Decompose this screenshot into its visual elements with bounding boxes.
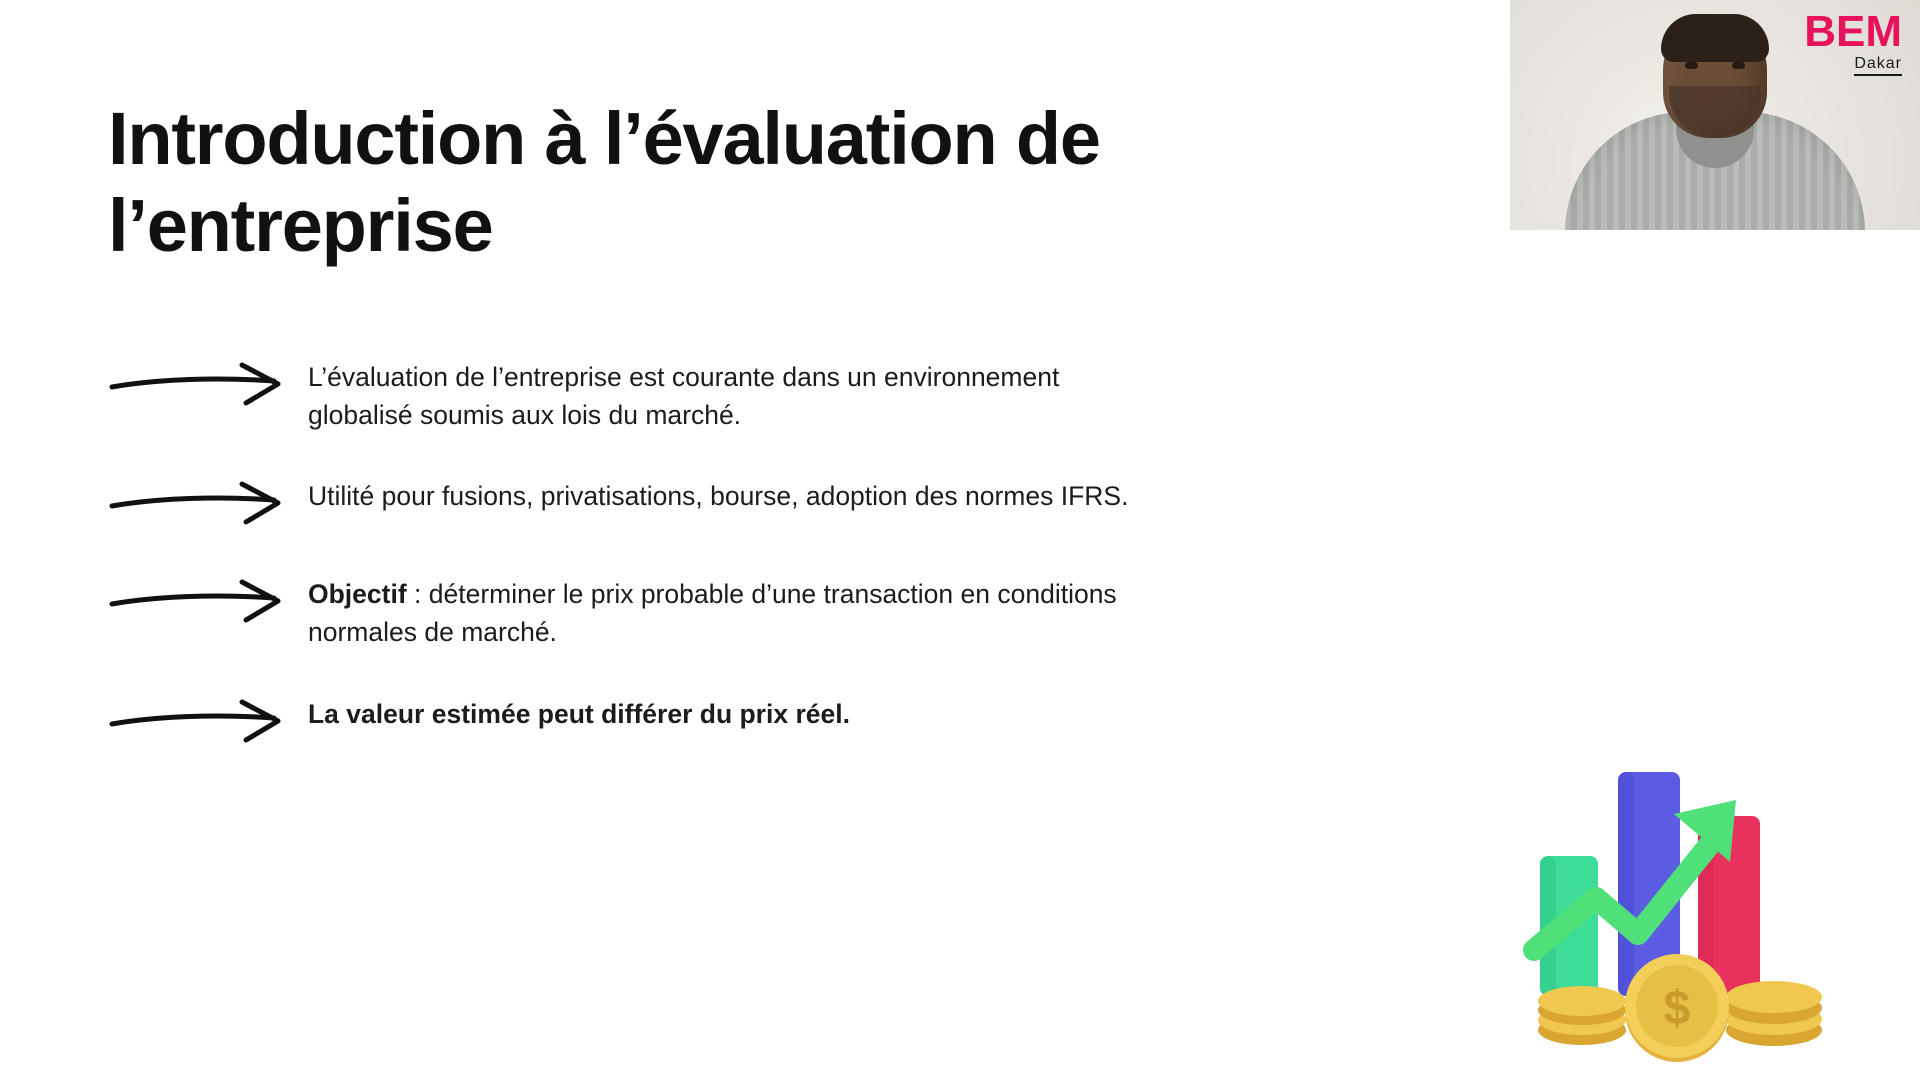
growth-chart-illustration: [1522, 738, 1862, 1068]
arrow-icon: [108, 694, 308, 750]
svg-text:$: $: [1663, 982, 1691, 1035]
bem-dakar-logo: [1804, 7, 1902, 76]
arrow-icon: [108, 574, 308, 630]
list-item-text: [308, 355, 1138, 434]
bullet-list: [108, 355, 1188, 790]
list-item-text: [308, 692, 850, 734]
list-item-body: La valeur estimée peut différer du prix réel.: [308, 698, 850, 729]
list-item-body: : déterminer le prix probable d’une transaction en conditions normales de marché.: [308, 579, 1117, 647]
arrow-icon: [108, 476, 308, 532]
page-title: Introduction à l’évaluation de l’entreprise: [108, 97, 1100, 268]
list-item: [108, 355, 1188, 434]
arrow-icon: [108, 357, 308, 413]
logo-text-dakar: Dakar: [1854, 56, 1902, 76]
list-item: [108, 572, 1188, 651]
presenter-video[interactable]: [1510, 0, 1920, 230]
list-item-body: Utilité pour fusions, privatisations, bourse, adoption des normes IFRS.: [308, 481, 1129, 512]
presenter-eye-left: [1685, 62, 1698, 69]
list-item: [108, 474, 1188, 532]
list-item-lead: Objectif: [308, 579, 407, 610]
presenter-eye-right: [1732, 62, 1745, 69]
list-item: [108, 692, 1188, 750]
list-item-text: [308, 572, 1138, 651]
list-item-body: L’évaluation de l’entreprise est courante dans un environnement globalisé soumis aux lois du marché.: [308, 362, 1060, 430]
presenter-hair: [1661, 14, 1769, 62]
logo-text-bem: BEM: [1804, 7, 1902, 56]
list-item-text: [308, 474, 1128, 516]
